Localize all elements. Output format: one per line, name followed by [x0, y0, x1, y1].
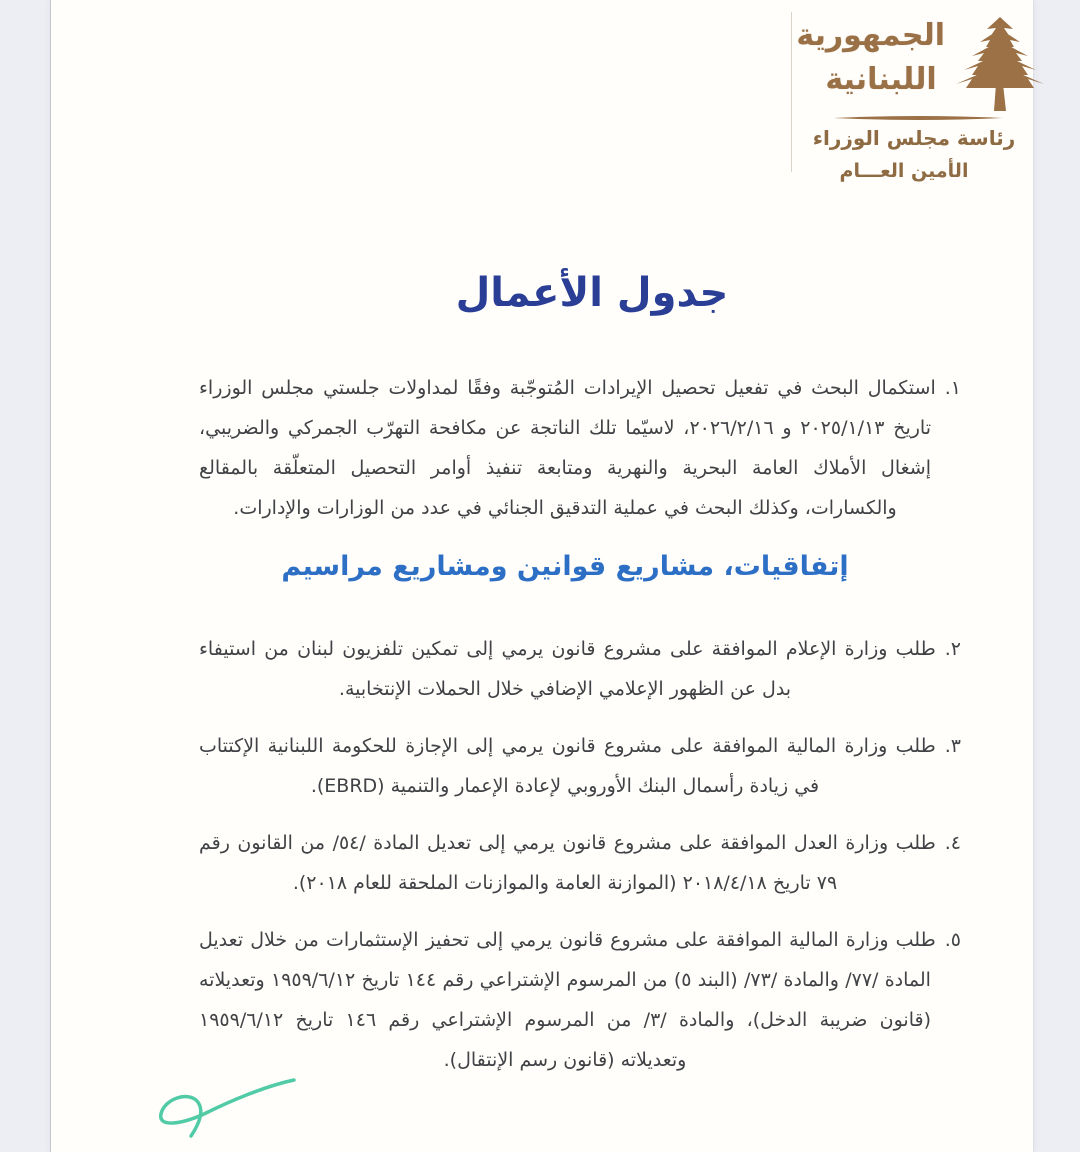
agenda-item-3: [199, 726, 961, 806]
section-heading: إتفاقيات، مشاريع قوانين ومشاريع مراسيم: [281, 551, 849, 582]
republic-calligraphy-line2: اللبنانية: [825, 62, 937, 97]
item-number: ٣.: [944, 735, 961, 757]
item-number: ١.: [944, 377, 961, 399]
republic-calligraphy: [796, 14, 945, 102]
letterhead-emblem-row: [796, 14, 1051, 114]
agenda-item-1: [199, 368, 961, 528]
item-text: طلب وزارة المالية الموافقة على مشروع قانون يرمي إلى تحفيز الإستثمارات من خلال تعديل المادة /٧٧/ والمادة /٧٣/ (البند ٥) من المرسوم الإشتراعي رقم ١٤٤ تاريخ ١٩٥٩/٦/١٢ وتعديلاته (قانون ضريبة الدخل)، والمادة /٣/ من المرسوم الإشتراعي رقم ١٤٦ تاريخ ١٩٥٩/٦/١٢ وتعديلاته (قانون رسم الإنتقال).: [199, 929, 936, 1071]
item-number: ٢.: [944, 638, 961, 660]
letterhead-separator-line: [791, 12, 792, 172]
letterhead-divider-rule: [833, 114, 1003, 122]
item-text: طلب وزارة المالية الموافقة على مشروع قانون يرمي إلى الإجازة للحكومة اللبنانية الإكتتاب في زيادة رأسمال البنك الأوروبي لإعادة الإعمار والتنمية (EBRD).: [199, 735, 936, 797]
page-title: جدول الأعمال: [455, 270, 729, 316]
item-text: استكمال البحث في تفعيل تحصيل الإيرادات المُتوجّبة وفقًا لمداولات جلستي مجلس الوزراء تاريخ ٢٠٢٥/١/١٣ و ٢٠٢٦/٢/١٦، لاسيّما تلك الناتجة عن مكافحة التهرّب الجمركي والضريبي، إشغال الأملاك العامة البحرية والنهرية ومتابعة تنفيذ أوامر التحصيل المتعلّقة بالمقالع والكسارات، وكذلك البحث في عملية التدقيق الجنائي في عدد من الوزارات والإدارات.: [199, 377, 936, 519]
agenda-item-4: [199, 823, 961, 903]
item-text: طلب وزارة العدل الموافقة على مشروع قانون يرمي إلى تعديل المادة /٥٤/ من القانون رقم ٧٩ تاريخ ٢٠١٨/٤/١٨ (الموازنة العامة والموازنات الملحقة للعام ٢٠١٨).: [199, 832, 936, 894]
item-number: ٤.: [944, 832, 961, 854]
document-page: [50, 0, 1034, 1152]
agenda-item-5: [199, 920, 961, 1080]
republic-calligraphy-line1: الجمهورية: [796, 18, 945, 53]
signature-mark: [146, 1068, 316, 1148]
item-text: طلب وزارة الإعلام الموافقة على مشروع قانون يرمي إلى تمكين تلفزيون لبنان من استيفاء بدل عن الظهور الإعلامي الإضافي خلال الحملات الإنتخابية.: [199, 638, 936, 700]
agenda-item-2: [199, 629, 961, 709]
cedar-tree-icon: [949, 14, 1051, 114]
letterhead-sub-org-title: الأمين العـــام: [839, 160, 969, 182]
item-number: ٥.: [944, 929, 961, 951]
agenda-body: [199, 368, 961, 1097]
letterhead: [791, 10, 1080, 195]
letterhead-org-title: رئاسة مجلس الوزراء: [812, 126, 1016, 150]
